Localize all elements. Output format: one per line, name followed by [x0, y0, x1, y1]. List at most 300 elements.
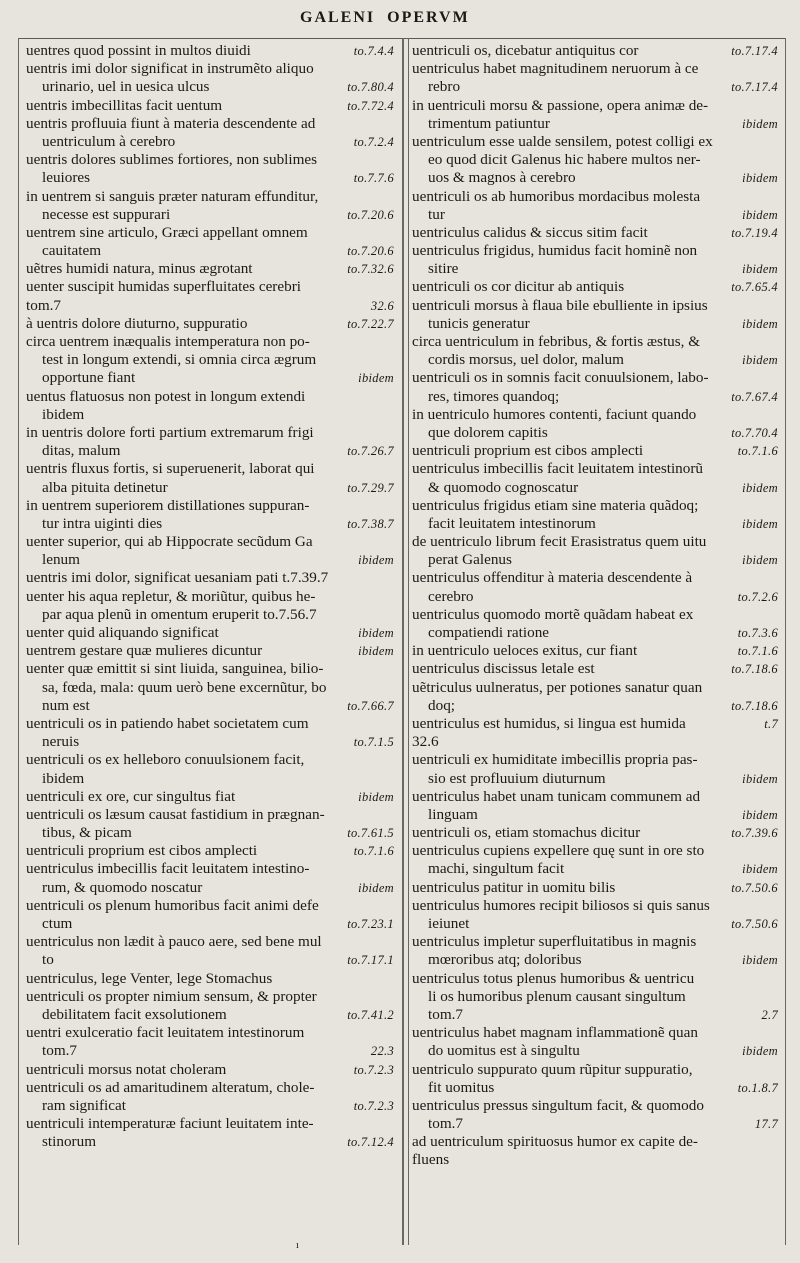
index-entry-line	[412, 133, 778, 151]
entry-text: eo quod dicit Galenus hic habere multos ner-	[428, 151, 701, 169]
entry-text: que dolorem capitis	[428, 423, 548, 441]
index-entry-line	[26, 970, 394, 988]
index-entry	[412, 1061, 778, 1097]
index-entry	[26, 460, 394, 496]
index-entry	[412, 533, 778, 569]
entry-reference: ibidem	[742, 262, 778, 277]
index-entry	[412, 933, 778, 969]
entry-text: lenum	[42, 551, 80, 569]
index-entry-line	[26, 606, 394, 624]
entry-text: tur	[428, 205, 445, 223]
index-entry-line	[412, 188, 778, 206]
index-entry	[412, 369, 778, 405]
index-entry-line	[412, 278, 778, 296]
index-entry	[26, 751, 394, 787]
index-entry-line	[26, 369, 394, 387]
index-entry-line	[412, 479, 778, 497]
index-entry-line	[26, 879, 394, 897]
index-entry-line	[412, 515, 778, 533]
entry-text: neruis	[42, 733, 80, 751]
entry-text: ibidem	[42, 769, 85, 787]
entry-text: necesse est suppurari	[42, 205, 171, 223]
entry-reference: to.7.17.4	[731, 80, 778, 95]
index-entry	[412, 842, 778, 878]
entry-text: doq;	[428, 696, 456, 714]
index-entry-line	[412, 333, 778, 351]
index-entry	[26, 188, 394, 224]
index-entry-line	[26, 733, 394, 751]
index-entry-line	[26, 224, 394, 242]
index-entry-line	[26, 97, 394, 115]
index-entry-line	[412, 78, 778, 96]
index-entry-line	[26, 515, 394, 533]
index-entry-line	[412, 60, 778, 78]
index-entry	[412, 460, 778, 496]
entry-text: uentriculus est humidus, si lingua est humida	[412, 714, 686, 732]
index-entry	[26, 788, 394, 806]
index-entry-line	[412, 460, 778, 478]
entry-reference: ibidem	[742, 807, 778, 822]
index-entry-line	[412, 42, 778, 60]
index-entry-line	[412, 733, 778, 751]
index-entry-line	[26, 1061, 394, 1079]
entry-reference: ibidem	[742, 316, 778, 331]
right-margin-rule	[785, 38, 786, 1245]
entry-text: uentriculus calidus & siccus sitim facit	[412, 223, 648, 241]
index-entry-line	[412, 224, 778, 242]
entry-text: sio est profluuium diuturnum	[428, 769, 606, 787]
index-entry	[412, 642, 778, 660]
index-entry	[412, 788, 778, 824]
entry-text: rum, & quomodo noscatur	[42, 878, 203, 896]
entry-text: cordis morsus, uel dolor, malum	[428, 351, 624, 369]
entry-reference: ibidem	[742, 862, 778, 877]
index-entry-line	[412, 1079, 778, 1097]
entry-text: ram significat	[42, 1096, 126, 1114]
entry-reference: ibidem	[358, 789, 394, 804]
index-entry-line	[26, 1006, 394, 1024]
index-entry-line	[412, 679, 778, 697]
entry-text: compatiendi ratione	[428, 624, 550, 641]
index-entry-line	[26, 169, 394, 187]
index-entry-line	[26, 1133, 394, 1151]
index-entry	[26, 60, 394, 96]
index-entry	[412, 1133, 778, 1169]
index-entry	[412, 60, 778, 96]
index-entry-line	[412, 206, 778, 224]
entry-text: uentriculus quomodo mortẽ quãdam habeat ex	[412, 605, 694, 623]
index-entry-line	[26, 679, 394, 697]
index-entry	[412, 97, 778, 133]
entry-text: li os humoribus plenum causant singultum	[428, 987, 686, 1005]
index-entry	[26, 642, 394, 660]
entry-reference: to.1.8.7	[737, 1080, 778, 1095]
entry-text: cerebro	[428, 587, 474, 605]
entry-text: num est	[42, 696, 90, 714]
entry-text: uentriculus impletur superfluitatibus in magnis	[412, 933, 697, 951]
index-entry-line	[26, 60, 394, 78]
index-entry	[26, 315, 394, 333]
entry-text: uentriculi os plenum humoribus facit animi defe	[26, 896, 319, 914]
entry-text: uentrem sine articulo, Græci appellant omnem	[26, 223, 308, 241]
index-entry	[412, 879, 778, 897]
index-entry-line	[26, 988, 394, 1006]
index-entry	[26, 588, 394, 624]
index-entry-line	[26, 751, 394, 769]
index-entry	[26, 224, 394, 260]
index-entry-line	[412, 1133, 778, 1151]
entry-text: test in longum extendi, si omnia circa ægrum	[42, 351, 317, 369]
index-entry-line	[26, 315, 394, 333]
index-entry-line	[26, 551, 394, 569]
index-entry-line	[412, 97, 778, 115]
index-entry-line	[412, 1006, 778, 1024]
index-entry-line	[412, 970, 778, 988]
entry-reference: to.7.12.4	[347, 1135, 394, 1150]
entry-text: uentriculi os ad amaritudinem alteratum, chole-	[26, 1078, 315, 1096]
index-entry-line	[26, 588, 394, 606]
index-entry	[26, 806, 394, 842]
index-entry-line	[26, 1024, 394, 1042]
index-entry	[26, 260, 394, 278]
index-entry	[26, 933, 394, 969]
entry-reference: to.7.22.7	[347, 316, 394, 331]
entry-text: uentriculi os, dicebatur antiquitus cor	[412, 42, 639, 59]
index-entry	[412, 1024, 778, 1060]
index-entry-line	[412, 879, 778, 897]
running-title	[300, 9, 482, 27]
entry-reference: ibidem	[742, 771, 778, 786]
entry-text: uentriculi os læsum causat fastidium in prægnan-	[26, 805, 325, 823]
index-column-left	[26, 42, 394, 1151]
entry-reference: to.7.50.6	[731, 917, 778, 931]
entry-text: par aqua plenũ in omentum eruperit to.7.56.7	[42, 605, 317, 623]
entry-text: fit uomitus	[428, 1078, 495, 1096]
index-entry-line	[412, 369, 778, 387]
entry-text: tom.7	[428, 1115, 464, 1133]
index-entry-line	[412, 151, 778, 169]
entry-reference: to.7.17.1	[347, 953, 394, 968]
entry-text: uentriculus habet unam tunicam communem ad	[412, 787, 701, 805]
index-entry-line	[412, 242, 778, 260]
index-entry-line	[26, 1097, 394, 1115]
entry-text: uentris imbecillitas facit uentum	[26, 96, 223, 114]
index-entry	[26, 115, 394, 151]
index-entry-line	[26, 133, 394, 151]
index-entry-line	[412, 988, 778, 1006]
index-entry-line	[412, 551, 778, 569]
entry-text: uentris profluuia fiunt à materia descendente ad	[26, 114, 316, 132]
index-entry-line	[412, 569, 778, 587]
entry-text: uentriculi intemperaturæ faciunt leuitatem inte-	[26, 1115, 314, 1133]
entry-text: & quomodo cognoscatur	[428, 478, 579, 496]
index-entry-line	[412, 715, 778, 733]
entry-reference: ibidem	[358, 553, 394, 568]
index-entry	[26, 970, 394, 988]
entry-text: in uentriculo humores contenti, faciunt quando	[412, 405, 697, 423]
index-column-right	[412, 42, 778, 1170]
index-entry-line	[412, 697, 778, 715]
entry-text: uentriculus cupiens expellere quę sunt in ore sto	[412, 842, 705, 860]
entry-text: uenter superior, qui ab Hippocrate secũdum Ga	[26, 533, 313, 551]
entry-text: uentriculus totus plenus humoribus & uentricu	[412, 969, 695, 987]
entry-text: uentriculum à cerebro	[42, 132, 176, 150]
entry-text: perat Galenus	[428, 551, 512, 569]
index-entry	[412, 297, 778, 333]
index-entry	[26, 533, 394, 569]
entry-reference: ibidem	[742, 207, 778, 222]
index-entry	[26, 569, 394, 587]
index-entry-line	[412, 751, 778, 769]
index-entry-line	[412, 951, 778, 969]
entry-reference: to.7.38.7	[347, 516, 394, 531]
index-entry	[26, 388, 394, 424]
index-entry	[26, 715, 394, 751]
index-entry-line	[412, 824, 778, 842]
entry-text: uenter quæ emittit si sint liuida, sanguinea, bilio-	[26, 660, 324, 678]
entry-reference: to.7.1.6	[737, 444, 778, 459]
entry-text: urinario, uel in uesica ulcus	[42, 78, 210, 96]
entry-text: uentriculi proprium est cibos amplecti	[26, 842, 258, 860]
entry-reference: to.7.17.4	[731, 44, 778, 58]
index-entry-line	[412, 915, 778, 933]
entry-text: in uentriculi morsu & passione, opera animæ de-	[412, 96, 709, 114]
index-entry	[412, 606, 778, 642]
entry-reference: to.7.80.4	[347, 80, 394, 95]
entry-text: uentriculi os ab humoribus mordacibus molesta	[412, 187, 701, 205]
index-entry-line	[412, 406, 778, 424]
entry-reference: to.7.67.4	[731, 389, 778, 404]
index-entry	[26, 333, 394, 388]
index-entry-line	[412, 770, 778, 788]
entry-reference: ibidem	[742, 116, 778, 131]
entry-text: uentriculi os, etiam stomachus dicitur	[412, 824, 641, 842]
column-divider	[402, 38, 404, 1245]
index-entry-line	[26, 479, 394, 497]
entry-text: ditas, malum	[42, 442, 121, 460]
entry-text: fluens	[412, 1151, 450, 1169]
entry-text: do uomitus est à singultu	[428, 1042, 580, 1060]
entry-text: sa, fœda, mala: quum uerò bene excernũtur, bo	[42, 678, 327, 696]
index-entry-line	[26, 951, 394, 969]
index-entry	[412, 715, 778, 751]
entry-text: 32.6	[412, 733, 439, 751]
index-entry	[26, 897, 394, 933]
index-entry-line	[412, 442, 778, 460]
entry-text: tom.7	[42, 1042, 78, 1060]
entry-text: uentriculi os propter nimium sensum, & propter	[26, 987, 317, 1005]
index-entry	[26, 860, 394, 896]
entry-text: uos & magnos à cerebro	[428, 169, 576, 187]
entry-text: uentus flatuosus non potest in longum extendi	[26, 387, 306, 405]
index-entry-line	[26, 569, 394, 587]
entry-text: ad uentriculum spirituosus humor ex capite de-	[412, 1133, 698, 1151]
index-entry	[26, 497, 394, 533]
entry-text: circa uentriculum in febribus, & fortis æstus, &	[412, 333, 701, 350]
index-entry-line	[412, 933, 778, 951]
index-entry	[26, 624, 394, 642]
entry-text: mœroribus atq; doloribus	[428, 951, 582, 969]
index-entry-line	[26, 1079, 394, 1097]
entry-text: res, timores quandoq;	[428, 387, 560, 405]
index-entry-line	[412, 788, 778, 806]
entry-reference: to.7.65.4	[731, 280, 778, 295]
index-entry-line	[412, 806, 778, 824]
index-entry	[26, 97, 394, 115]
left-margin-rule	[18, 38, 19, 1245]
index-entry-line	[412, 1151, 778, 1169]
entry-text: uentres quod possint in multos diuidi	[26, 42, 251, 59]
entry-text: uentri exulceratio facit leuitatem intestinorum	[26, 1024, 305, 1042]
index-entry-line	[412, 297, 778, 315]
index-entry-line	[412, 497, 778, 515]
entry-text: in uentriculo ueloces exitus, cur fiant	[412, 642, 638, 660]
entry-text: uentriculus discissus letale est	[412, 660, 595, 678]
index-entry	[412, 278, 778, 296]
index-entry	[26, 1079, 394, 1115]
entry-text: uentriculus, lege Venter, lege Stomachus	[26, 969, 273, 987]
entry-reference: to.7.7.6	[353, 171, 394, 186]
index-entry	[412, 42, 778, 60]
index-entry-line	[412, 660, 778, 678]
entry-reference: to.7.29.7	[347, 480, 394, 495]
index-entry-line	[26, 242, 394, 260]
index-entry	[412, 406, 778, 442]
index-entry-line	[26, 424, 394, 442]
index-entry-line	[412, 642, 778, 660]
index-entry-line	[26, 206, 394, 224]
entry-reference: ibidem	[358, 880, 394, 895]
index-entry	[26, 278, 394, 314]
index-entry-line	[412, 1024, 778, 1042]
index-entry	[26, 1115, 394, 1151]
entry-text: à uentris dolore diuturno, suppuratio	[26, 314, 248, 332]
index-entry-line	[412, 1061, 778, 1079]
entry-text: uẽtres humidi natura, minus ægrotant	[26, 260, 253, 278]
entry-text: facit leuitatem intestinorum	[428, 514, 596, 532]
entry-text: uentris dolores sublimes fortiores, non sublimes	[26, 151, 318, 169]
entry-reference: to.7.72.4	[347, 98, 394, 113]
index-entry-line	[26, 78, 394, 96]
entry-reference: to.7.66.7	[347, 698, 394, 713]
entry-reference: 22.3	[370, 1044, 394, 1059]
index-entry-line	[412, 624, 778, 642]
entry-reference: to.7.1.5	[353, 735, 394, 750]
index-entry-line	[26, 1115, 394, 1133]
entry-text: uenter suscipit humidas superfluitates cerebri	[26, 278, 301, 296]
entry-text: circa uentrem inæqualis intemperatura non po-	[26, 333, 310, 350]
running-title-right: OPERVM	[387, 9, 470, 26]
entry-reference: to.7.2.6	[737, 589, 778, 604]
entry-text: uentriculus frigidus, humidus facit hominẽ non	[412, 242, 698, 260]
entry-text: uentriculus pressus singultum facit, & quomodo	[412, 1096, 704, 1114]
entry-text: alba pituita detinetur	[42, 478, 168, 496]
entry-text: ibidem	[42, 405, 85, 423]
entry-text: cauitatem	[42, 242, 102, 260]
entry-text: sitire	[428, 260, 459, 278]
entry-text: de uentriculo librum fecit Erasistratus quem uitu	[412, 533, 707, 551]
index-entry-line	[26, 297, 394, 315]
index-entry	[26, 660, 394, 715]
entry-text: uentriculi os in patiendo habet societatem cum	[26, 714, 309, 732]
entry-text: leuiores	[42, 169, 91, 187]
index-entry	[26, 1061, 394, 1079]
index-entry-line	[26, 42, 394, 60]
index-entry	[26, 151, 394, 187]
entry-reference: to.7.70.4	[731, 425, 778, 440]
entry-reference: 2.7	[761, 1007, 778, 1022]
index-entry	[412, 751, 778, 787]
index-entry-line	[26, 188, 394, 206]
index-entry	[26, 988, 394, 1024]
index-entry	[412, 188, 778, 224]
entry-text: tom.7	[428, 1005, 464, 1023]
entry-text: uentris imi dolor significat in instrumẽto aliquo	[26, 60, 314, 78]
index-entry	[412, 569, 778, 605]
index-entry	[412, 1097, 778, 1133]
entry-text: tom.7	[26, 296, 62, 314]
index-entry-line	[412, 315, 778, 333]
entry-text: uenter quid aliquando significat	[26, 624, 219, 641]
entry-reference: to.7.18.6	[731, 698, 778, 713]
entry-reference: to.7.19.4	[731, 225, 778, 240]
running-header	[0, 2, 800, 42]
index-entry	[412, 442, 778, 460]
index-entry-line	[26, 897, 394, 915]
index-entry-line	[26, 115, 394, 133]
entry-text: uentriculi os cor dicitur ab antiquis	[412, 278, 625, 296]
entry-reference: to.7.18.6	[731, 662, 778, 677]
index-entry	[412, 970, 778, 1025]
index-entry-line	[26, 351, 394, 369]
index-entry-line	[26, 406, 394, 424]
index-entry-line	[412, 388, 778, 406]
index-entry-line	[26, 806, 394, 824]
index-entry	[412, 242, 778, 278]
index-entry	[412, 133, 778, 188]
entry-text: opportune fiant	[42, 369, 136, 387]
index-entry-line	[26, 933, 394, 951]
entry-text: uentriculo suppurato quum rũpitur suppuratio,	[412, 1060, 693, 1078]
entry-reference: to.7.23.1	[347, 917, 394, 931]
entry-reference: ibidem	[742, 1044, 778, 1059]
entry-text: uenter his aqua repletur, & moriũtur, quibus he-	[26, 587, 316, 605]
index-entry-line	[412, 897, 778, 915]
entry-text: uentriculus patitur in uomitu bilis	[412, 878, 616, 896]
entry-reference: ibidem	[742, 353, 778, 368]
index-entry	[412, 333, 778, 369]
index-entry-line	[26, 770, 394, 788]
index-entry-line	[26, 460, 394, 478]
index-entry-line	[412, 1115, 778, 1133]
entry-text: trimentum patiuntur	[428, 114, 550, 132]
index-entry-line	[26, 624, 394, 642]
index-entry	[412, 679, 778, 715]
entry-text: uentriculus humores recipit biliosos si quis sanus	[412, 896, 710, 914]
entry-text: uentriculus habet magnitudinem neruorum à ce	[412, 60, 699, 78]
column-divider-inner	[408, 38, 409, 1245]
entry-text: uentriculi proprium est cibos amplecti	[412, 442, 644, 460]
index-entry-line	[26, 824, 394, 842]
entry-text: linguam	[428, 805, 478, 823]
index-entry	[26, 424, 394, 460]
index-entry	[26, 42, 394, 60]
index-entry-line	[412, 533, 778, 551]
entry-text: uẽtriculus uulneratus, per potiones sanatur quan	[412, 678, 703, 696]
index-entry	[412, 897, 778, 933]
entry-text: in uentrem si sanguis præter naturam effunditur,	[26, 187, 319, 205]
entry-text: uentriculi ex humiditate imbecillis propria pas-	[412, 751, 698, 769]
